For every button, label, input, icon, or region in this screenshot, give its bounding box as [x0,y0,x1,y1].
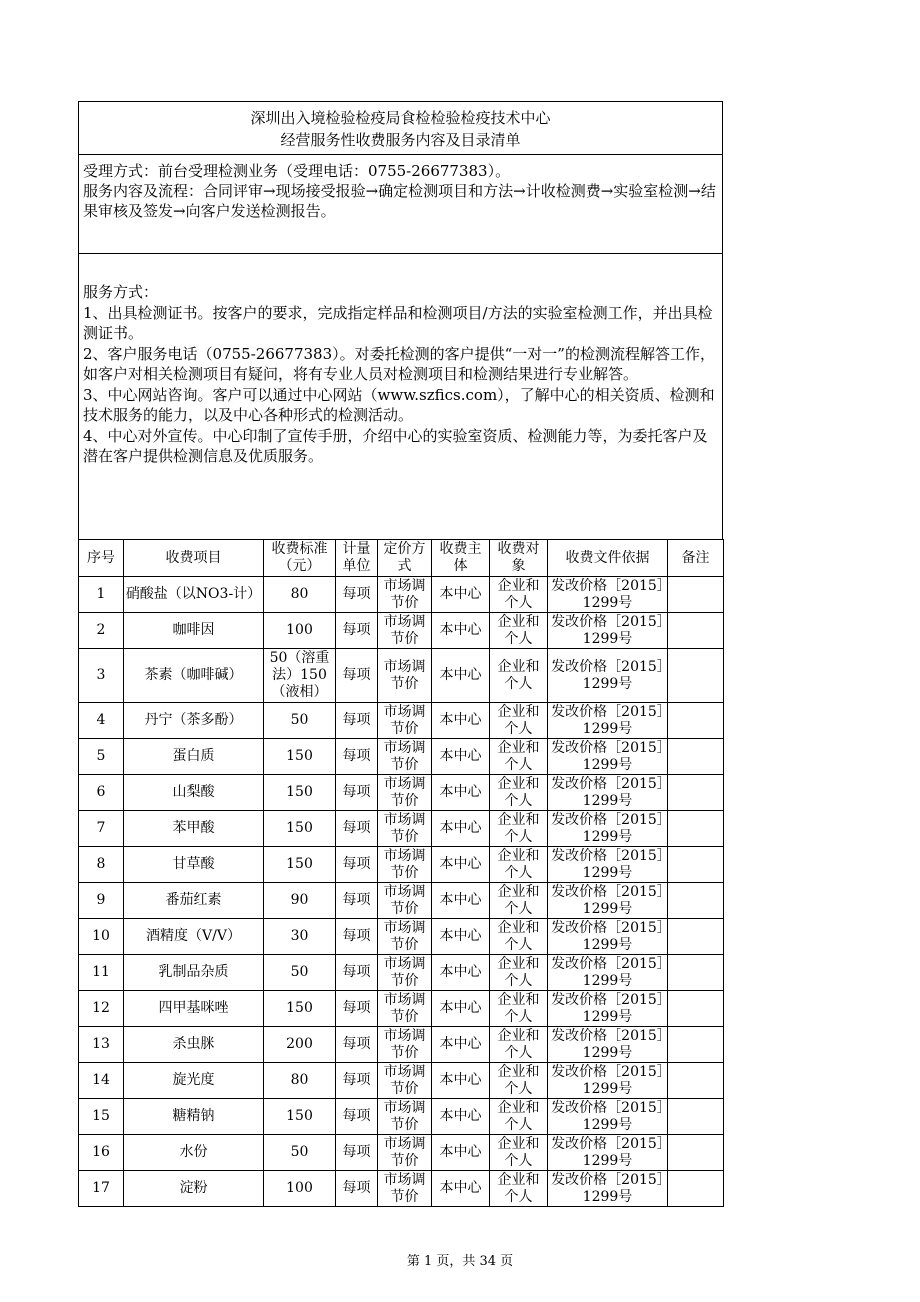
table-row [79,811,724,847]
row-price: 90 [264,883,336,919]
row-price: 100 [264,613,336,649]
acceptance-box [78,155,723,254]
row-note [668,1099,724,1135]
row-item: 旋光度 [124,1063,264,1099]
row-price: 150 [264,739,336,775]
row-item: 杀虫脒 [124,1027,264,1063]
row-item: 番茄红素 [124,883,264,919]
row-target: 企业和个人 [490,739,548,775]
row-unit: 每项 [336,1135,378,1171]
service-item-3: 3、中心网站咨询。客户可以通过中心网站（www.szfics.com），了解中心的相关资质、检测和技术服务的能力，以及中心各种形式的检测活动。 [83,385,715,424]
table-row [79,703,724,739]
row-subject: 本中心 [432,811,490,847]
row-pricing: 市场调节价 [378,613,432,649]
row-price: 50（溶重法）150（液相） [264,649,336,703]
row-pricing: 市场调节价 [378,1171,432,1207]
row-subject: 本中心 [432,991,490,1027]
row-no: 8 [79,847,124,883]
row-basis: 发改价格［2015］1299号 [548,577,668,613]
acceptance-line-1: 受理方式：前台受理检测业务（受理电话：0755-26677383）。 [83,162,511,180]
row-unit: 每项 [336,1063,378,1099]
row-basis: 发改价格［2015］1299号 [548,1063,668,1099]
row-price: 100 [264,1171,336,1207]
table-row [79,883,724,919]
table-row [79,1171,724,1207]
service-item-2: 2、客户服务电话（0755-26677383）。对委托检测的客户提供“一对一”的检测流程解答工作，如客户对相关检测项目有疑问，将有专业人员对检测项目和检测结果进行专业解答。 [83,344,715,383]
table-header-row [79,540,724,577]
row-note [668,1171,724,1207]
fee-table [78,539,724,1207]
row-no: 11 [79,955,124,991]
row-no: 12 [79,991,124,1027]
row-subject: 本中心 [432,577,490,613]
row-basis: 发改价格［2015］1299号 [548,613,668,649]
row-no: 14 [79,1063,124,1099]
table-row [79,991,724,1027]
row-price: 150 [264,811,336,847]
table-row [79,613,724,649]
row-unit: 每项 [336,649,378,703]
table-row [79,1099,724,1135]
row-note [668,775,724,811]
row-basis: 发改价格［2015］1299号 [548,1171,668,1207]
row-note [668,613,724,649]
row-note [668,955,724,991]
table-row [79,1063,724,1099]
page-footer: 第 1 页，共 34 页 [406,1254,514,1269]
header-basis: 收费文件依据 [548,540,668,577]
row-subject: 本中心 [432,613,490,649]
row-target: 企业和个人 [490,847,548,883]
row-no: 16 [79,1135,124,1171]
row-pricing: 市场调节价 [378,991,432,1027]
table-row [79,847,724,883]
row-unit: 每项 [336,775,378,811]
row-target: 企业和个人 [490,1135,548,1171]
row-subject: 本中心 [432,775,490,811]
row-item: 苯甲酸 [124,811,264,847]
row-no: 5 [79,739,124,775]
row-price: 50 [264,1135,336,1171]
row-pricing: 市场调节价 [378,955,432,991]
header-item: 收费项目 [124,540,264,577]
row-note [668,847,724,883]
row-no: 3 [79,649,124,703]
row-item: 丹宁（茶多酚） [124,703,264,739]
service-heading: 服务方式： [83,283,159,301]
header-no: 序号 [79,540,124,577]
table-row [79,955,724,991]
row-basis: 发改价格［2015］1299号 [548,919,668,955]
row-item: 四甲基咪唑 [124,991,264,1027]
row-basis: 发改价格［2015］1299号 [548,811,668,847]
row-subject: 本中心 [432,1135,490,1171]
row-subject: 本中心 [432,1027,490,1063]
row-target: 企业和个人 [490,649,548,703]
title-box [78,101,723,155]
row-item: 酒精度（V/V） [124,919,264,955]
acceptance-line-2: 服务内容及流程：合同评审→现场接受报验→确定检测项目和方法→计收检测费→实验室检测→结果审核及签发→向客户发送检测报告。 [83,182,716,220]
document-sheet [78,101,723,1207]
row-target: 企业和个人 [490,775,548,811]
row-unit: 每项 [336,1027,378,1063]
service-item-4: 4、中心对外宣传。中心印制了宣传手册，介绍中心的实验室资质、检测能力等，为委托客户及潜在客户提供检测信息及优质服务。 [83,426,708,465]
row-item: 甘草酸 [124,847,264,883]
row-no: 4 [79,703,124,739]
table-row [79,577,724,613]
table-row [79,1027,724,1063]
row-note [668,919,724,955]
row-unit: 每项 [336,703,378,739]
row-price: 150 [264,991,336,1027]
row-item: 茶素（咖啡碱） [124,649,264,703]
row-target: 企业和个人 [490,883,548,919]
service-item-1: 1、出具检测证书。按客户的要求，完成指定样品和检测项目/方法的实验室检测工作，并出具检测证书。 [83,303,713,342]
row-basis: 发改价格［2015］1299号 [548,1027,668,1063]
row-unit: 每项 [336,919,378,955]
row-subject: 本中心 [432,955,490,991]
row-pricing: 市场调节价 [378,1063,432,1099]
header-pricing: 定价方式 [378,540,432,577]
row-price: 200 [264,1027,336,1063]
row-no: 13 [79,1027,124,1063]
row-basis: 发改价格［2015］1299号 [548,955,668,991]
fee-table-body [79,577,724,1207]
row-basis: 发改价格［2015］1299号 [548,775,668,811]
header-subject: 收费主体 [432,540,490,577]
row-pricing: 市场调节价 [378,919,432,955]
row-no: 6 [79,775,124,811]
row-target: 企业和个人 [490,703,548,739]
row-subject: 本中心 [432,1099,490,1135]
row-subject: 本中心 [432,1171,490,1207]
row-price: 150 [264,1099,336,1135]
row-unit: 每项 [336,577,378,613]
row-item: 蛋白质 [124,739,264,775]
row-pricing: 市场调节价 [378,1135,432,1171]
row-subject: 本中心 [432,847,490,883]
row-note [668,703,724,739]
row-unit: 每项 [336,883,378,919]
row-note [668,739,724,775]
row-no: 9 [79,883,124,919]
row-pricing: 市场调节价 [378,811,432,847]
row-target: 企业和个人 [490,919,548,955]
table-row [79,775,724,811]
row-unit: 每项 [336,991,378,1027]
row-target: 企业和个人 [490,811,548,847]
row-pricing: 市场调节价 [378,703,432,739]
row-subject: 本中心 [432,1063,490,1099]
row-price: 30 [264,919,336,955]
row-note [668,883,724,919]
row-subject: 本中心 [432,739,490,775]
row-pricing: 市场调节价 [378,775,432,811]
row-price: 80 [264,577,336,613]
table-row [79,739,724,775]
row-price: 80 [264,1063,336,1099]
row-basis: 发改价格［2015］1299号 [548,739,668,775]
row-no: 7 [79,811,124,847]
row-note [668,577,724,613]
row-basis: 发改价格［2015］1299号 [548,1135,668,1171]
row-pricing: 市场调节价 [378,847,432,883]
row-unit: 每项 [336,739,378,775]
row-item: 乳制品杂质 [124,955,264,991]
row-no: 10 [79,919,124,955]
row-target: 企业和个人 [490,613,548,649]
row-unit: 每项 [336,1171,378,1207]
row-item: 咖啡因 [124,613,264,649]
row-basis: 发改价格［2015］1299号 [548,1099,668,1135]
row-no: 1 [79,577,124,613]
row-note [668,811,724,847]
row-note [668,649,724,703]
header-unit: 计量单位 [336,540,378,577]
table-row [79,919,724,955]
row-pricing: 市场调节价 [378,883,432,919]
header-price: 收费标准（元） [264,540,336,577]
row-pricing: 市场调节价 [378,739,432,775]
row-pricing: 市场调节价 [378,1099,432,1135]
row-item: 硝酸盐（以NO3-计） [124,577,264,613]
row-item: 山梨酸 [124,775,264,811]
title-line-2: 经营服务性收费服务内容及目录清单 [280,131,521,149]
row-note [668,1135,724,1171]
row-basis: 发改价格［2015］1299号 [548,847,668,883]
row-item: 淀粉 [124,1171,264,1207]
row-price: 50 [264,703,336,739]
row-no: 15 [79,1099,124,1135]
row-unit: 每项 [336,811,378,847]
row-subject: 本中心 [432,649,490,703]
table-row [79,649,724,703]
row-basis: 发改价格［2015］1299号 [548,883,668,919]
row-subject: 本中心 [432,883,490,919]
row-pricing: 市场调节价 [378,649,432,703]
row-target: 企业和个人 [490,1063,548,1099]
row-unit: 每项 [336,955,378,991]
row-pricing: 市场调节价 [378,577,432,613]
row-target: 企业和个人 [490,577,548,613]
row-unit: 每项 [336,1099,378,1135]
row-basis: 发改价格［2015］1299号 [548,991,668,1027]
row-item: 糖精钠 [124,1099,264,1135]
row-note [668,1063,724,1099]
header-target: 收费对象 [490,540,548,577]
row-subject: 本中心 [432,703,490,739]
row-subject: 本中心 [432,919,490,955]
row-item: 水份 [124,1135,264,1171]
row-target: 企业和个人 [490,1171,548,1207]
table-row [79,1135,724,1171]
row-note [668,1027,724,1063]
row-no: 2 [79,613,124,649]
row-unit: 每项 [336,613,378,649]
service-box [78,254,723,540]
row-note [668,991,724,1027]
header-note: 备注 [668,540,724,577]
row-pricing: 市场调节价 [378,1027,432,1063]
row-target: 企业和个人 [490,1027,548,1063]
row-unit: 每项 [336,847,378,883]
row-target: 企业和个人 [490,1099,548,1135]
row-no: 17 [79,1171,124,1207]
row-price: 150 [264,775,336,811]
row-target: 企业和个人 [490,991,548,1027]
row-price: 50 [264,955,336,991]
row-basis: 发改价格［2015］1299号 [548,703,668,739]
row-price: 150 [264,847,336,883]
row-basis: 发改价格［2015］1299号 [548,649,668,703]
title-line-1: 深圳出入境检验检疫局食检检验检疫技术中心 [250,109,551,127]
row-target: 企业和个人 [490,955,548,991]
